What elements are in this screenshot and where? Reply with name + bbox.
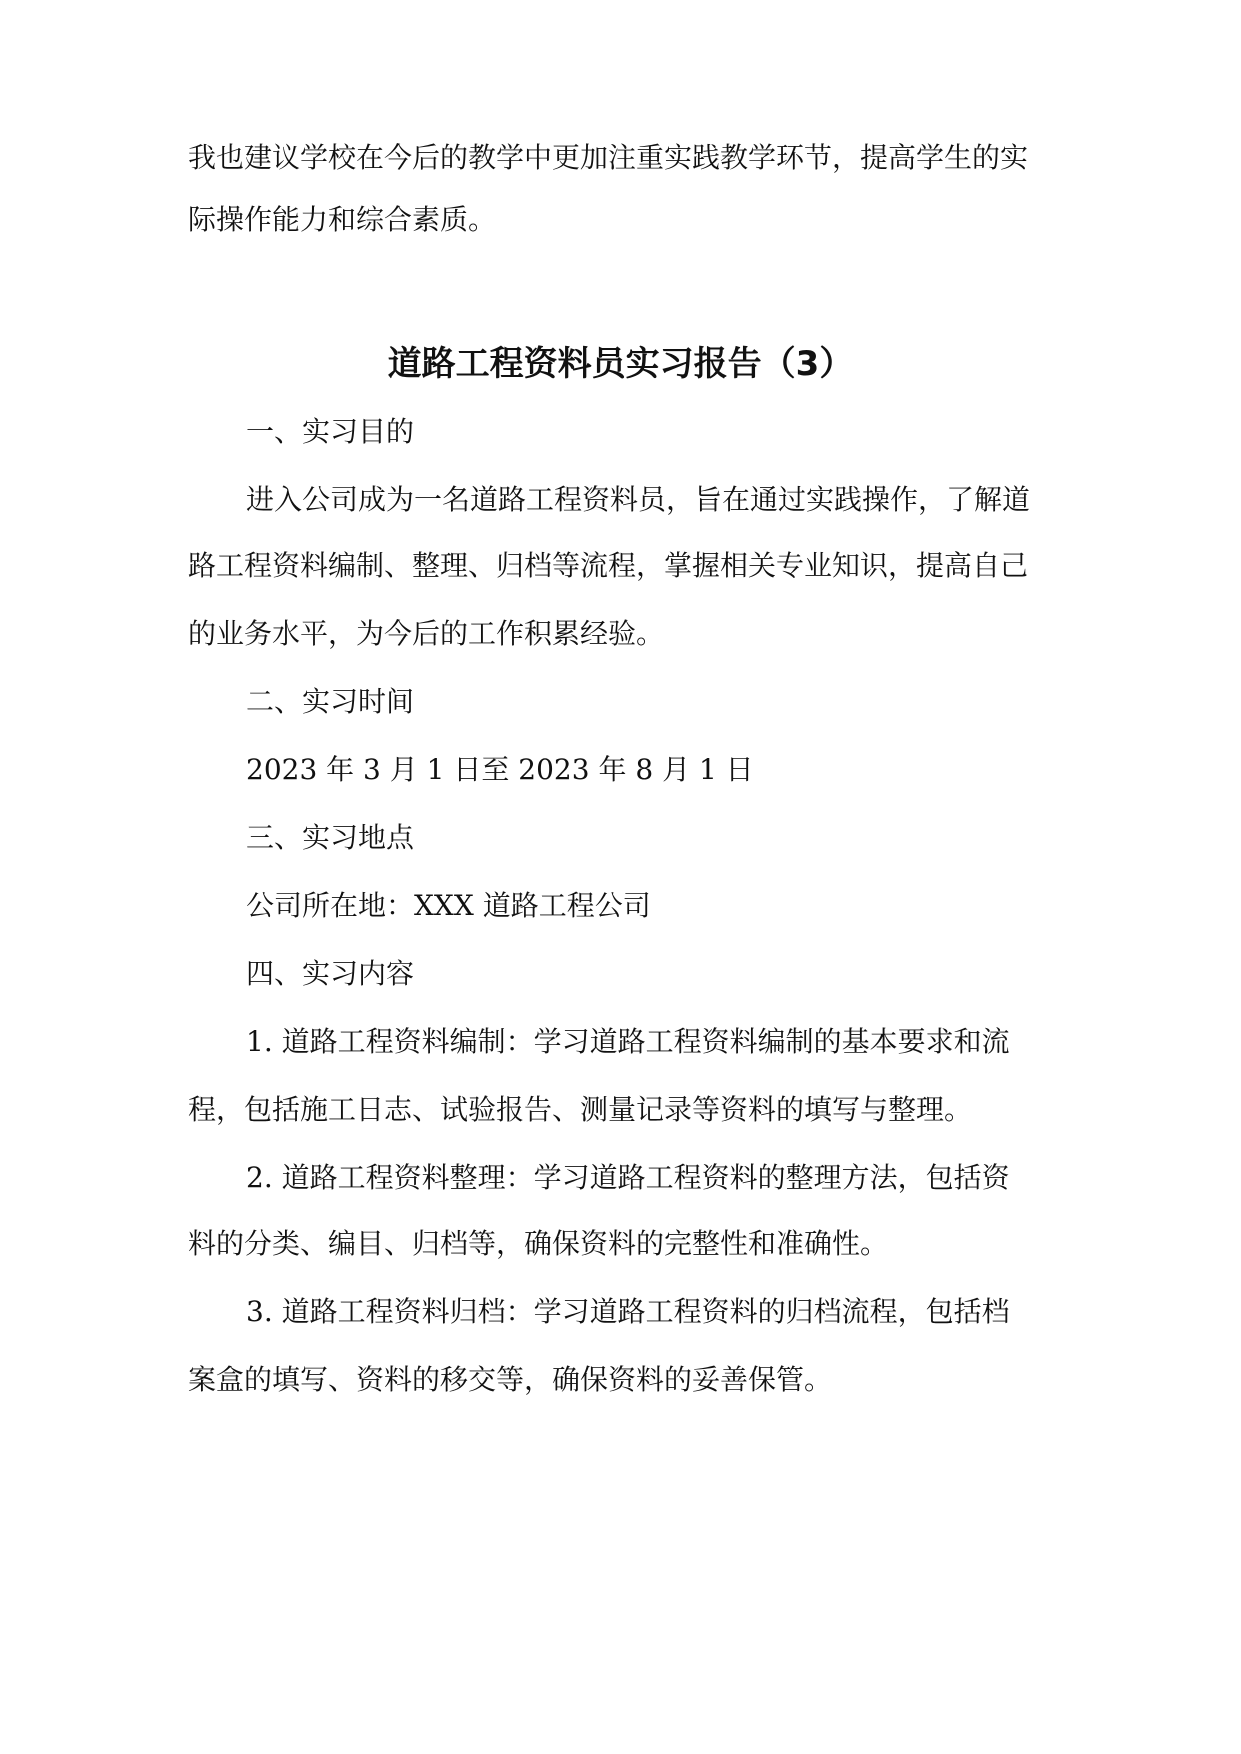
section-heading-purpose: 一、实习目的 xyxy=(246,415,415,448)
section-heading-content: 四、实习内容 xyxy=(246,957,415,990)
list-item-3-line-1: 3. 道路工程资料归档：学习道路工程资料的归档流程，包括档 xyxy=(246,1295,1010,1328)
list-item-2-line-1: 2. 道路工程资料整理：学习道路工程资料的整理方法，包括资 xyxy=(246,1161,1010,1194)
report-title: 道路工程资料员实习报告（3） xyxy=(387,344,854,384)
carryover-paragraph-line-1: 我也建议学校在今后的教学中更加注重实践教学环节，提高学生的实 xyxy=(188,141,1029,174)
list-item-3-line-2: 案盒的填写、资料的移交等，确保资料的妥善保管。 xyxy=(188,1363,833,1396)
purpose-paragraph-line-1: 进入公司成为一名道路工程资料员，旨在通过实践操作，了解道 xyxy=(246,483,1031,516)
list-item-2-line-2: 料的分类、编目、归档等，确保资料的完整性和准确性。 xyxy=(188,1227,889,1260)
carryover-paragraph-line-2: 际操作能力和综合素质。 xyxy=(188,203,497,236)
section-heading-location: 三、实习地点 xyxy=(246,821,415,854)
purpose-paragraph-line-2: 路工程资料编制、整理、归档等流程，掌握相关专业知识，提高自己 xyxy=(188,549,1029,582)
time-paragraph: 2023 年 3 月 1 日至 2023 年 8 月 1 日 xyxy=(246,753,754,786)
list-item-1-line-1: 1. 道路工程资料编制：学习道路工程资料编制的基本要求和流 xyxy=(246,1025,1010,1058)
section-heading-time: 二、实习时间 xyxy=(246,685,415,718)
location-paragraph: 公司所在地：XXX 道路工程公司 xyxy=(246,889,651,922)
purpose-paragraph-line-3: 的业务水平，为今后的工作积累经验。 xyxy=(188,617,665,650)
list-item-1-line-2: 程，包括施工日志、试验报告、测量记录等资料的填写与整理。 xyxy=(188,1093,973,1126)
